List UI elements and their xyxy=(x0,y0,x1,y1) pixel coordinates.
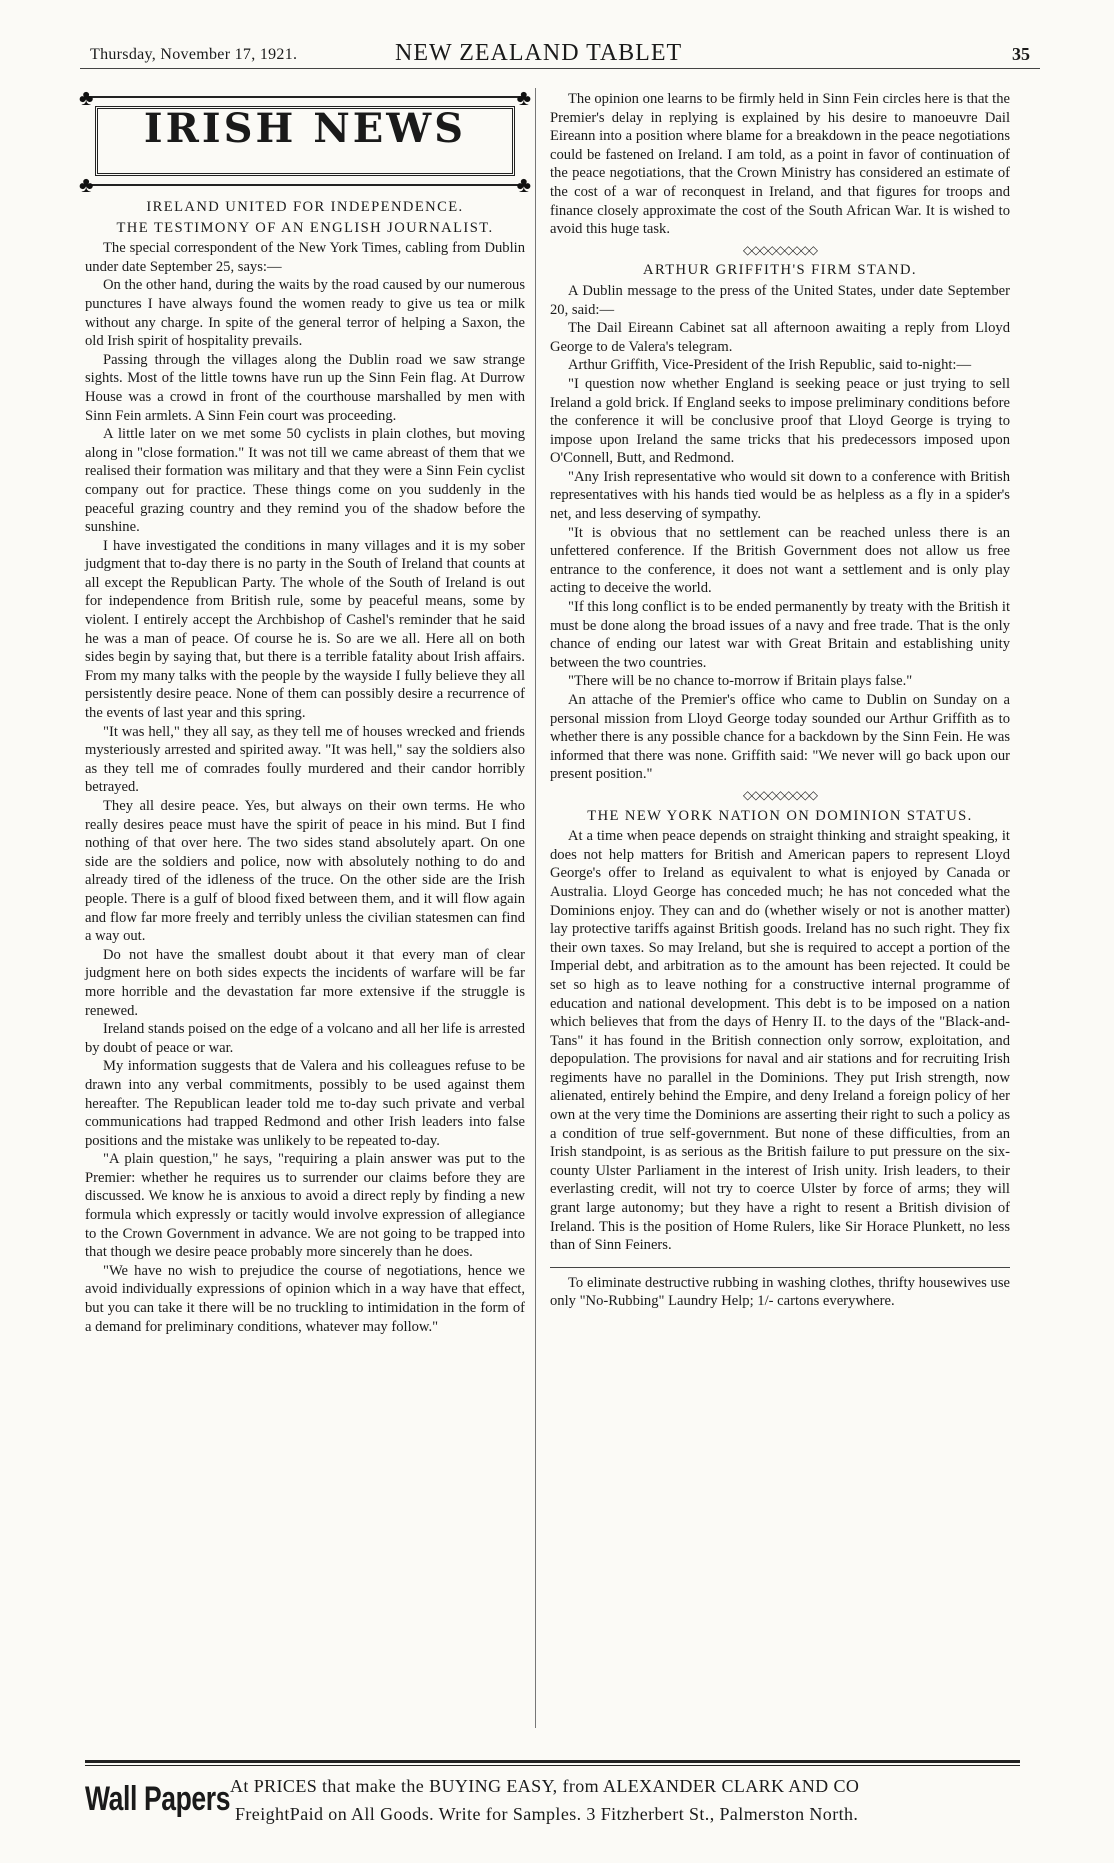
advert-brand: Wall Papers xyxy=(85,1780,231,1818)
advert-note: To eliminate destructive rubbing in washing clothes, thrifty housewives use only "No-Rubbing" Laundry Help; 1/- cartons everywhere. xyxy=(550,1274,1010,1310)
article-paragraph: An attache of the Premier's office who came to Dublin on Sunday on a personal mission from Lloyd George today sounded our Arthur Griffith as to whether there is any possible chance for a backdown by the Sinn Fein. He was informed that there was none. Griffith said: "We never will go back upon our present position." xyxy=(550,692,1010,783)
advert-rule xyxy=(85,1765,1020,1766)
page-number: 35 xyxy=(1012,44,1030,64)
article-paragraph: Passing through the villages along the Dublin road we saw strange sights. Most of the little towns have run up the Sinn Fein flag. At Durrow House was a crowd in front of the courthouse marshalled by men with Sinn Fein armlets. A Sinn Fein court was proceeding. xyxy=(85,351,525,424)
article-paragraph: Arthur Griffith, Vice-President of the Irish Republic, said to-night:— xyxy=(568,357,972,374)
section-ornament: ◇◇◇◇◇◇◇◇◇ xyxy=(742,242,818,257)
article-headline: IRELAND UNITED FOR INDEPENDENCE. xyxy=(146,199,464,215)
shamrock-icon: ♣ xyxy=(79,85,94,110)
article-paragraph: On the other hand, during the waits by the road caused by our numerous punctures I have always found the women ready to give us tea or milk without any charge. In spite of the general terror of helping a Saxon, the old Irish spirit of hospitality prevails. xyxy=(85,277,525,350)
article-paragraph: A little later on we met some 50 cyclists in plain clothes, but moving along in "close formation." It was not till we came abreast of them that we realised their formation was military and that they were a Sinn Fein cyclist company out for practice. These things come on you suddenly in the peaceful grazing country and they remind you of the shadow before the sunshine. xyxy=(85,426,525,536)
article-paragraph: "We have no wish to prejudice the course of negotiations, hence we avoid individually expressions of opinion which in a way have that effect, but you can take it there will be no truckling to intimidation in the form of a demand for preliminary conditions, whatever may follow." xyxy=(85,1262,525,1335)
article-paragraph: They all desire peace. Yes, but always on their own terms. He who really desires peace must have the spirit of peace in his mind. But I find nothing of that over here. The two sides stand absolutely apart. On one side are the soldiers and police, now with absolutely nothing to do and already tired of the idleness of the truce. On the other side are the Irish people. There is a gulf of blood fixed between them, and it will flow again and flow far more freely and terribly unless the civilian statesmen can find a way out. xyxy=(85,798,525,945)
note-rule xyxy=(550,1267,1010,1268)
wallpaper-advertisement xyxy=(85,1772,1025,1842)
column-divider xyxy=(535,88,536,1728)
shamrock-icon: ♣ xyxy=(79,172,94,197)
article-paragraph: "If this long conflict is to be ended permanently by treaty with the British it must be done along the broad issues of a navy and free trade. That is the only chance of ending our latest war with Great Britain and establishing unity between the two countries. xyxy=(550,599,1010,671)
header-rule xyxy=(80,68,1040,69)
article-paragraph: My information suggests that de Valera and his colleagues refuse to be drawn into any verbal commitments, possibly to be used against them hereafter. The Republican leader told me to-day such private and verbal communications had trapped Redmond and other Irish leaders into false positions and the mistake was unlikely to be repeated to-day. xyxy=(85,1058,525,1149)
shamrock-icon: ♣ xyxy=(516,85,531,110)
banner-rule-bottom xyxy=(85,184,525,186)
article-paragraph: "It was hell," they all say, as they tell me of houses wrecked and friends mysteriously arrested and spirited away. "It was hell," say the soldiers also as they tell me of comrades foully murdered and their candor horribly betrayed. xyxy=(85,723,525,796)
banner-rule-top xyxy=(85,96,525,98)
article-headline: ARTHUR GRIFFITH'S FIRM STAND. xyxy=(643,262,917,279)
article-paragraph: "There will be no chance to-morrow if Britain plays false." xyxy=(568,673,913,690)
advert-line: FreightPaid on All Goods. Write for Samples. 3 Fitzherbert St., Palmerston North. xyxy=(235,1804,859,1824)
issue-date: Thursday, November 17, 1921. xyxy=(90,46,298,63)
advert-line: At PRICES that make the BUYING EASY, from ALEXANDER CLARK AND CO xyxy=(230,1776,860,1796)
article-paragraph: "It is obvious that no settlement can be reached unless there is an unfettered conference. If the British Government does not allow us free entrance to the conference, it does not want a settlement and is only play acting to deceive the world. xyxy=(550,524,1010,597)
page-header xyxy=(90,40,1030,68)
article-paragraph: "I question now whether England is seeking peace or just trying to sell Ireland a gold brick. If England seeks to impose preliminary conditions before the conference it will be conclusive proof that Lloyd George is trying to impose upon Ireland the same tricks that his predecessors imposed upon O'Connell, Butt, and Redmond. xyxy=(550,375,1010,467)
article-paragraph: The opinion one learns to be firmly held in Sinn Fein circles here is that the Premier's delay in replying is explained by his desire to manoeuvre Dail Eireann into a position where blame for a breakdown in the peace negotiations could be fastened on Ireland. I am told, as a point in favor of continuation of the peace negotiations, that the Crown Ministry has considered an estimate of the cost of a war of reconquest in Ireland, and that figures for troops and finance closely approximate the cost of the South African War. It is wished to avoid this huge task. xyxy=(550,91,1010,238)
advert-rule xyxy=(85,1760,1020,1763)
article-headline: THE NEW YORK NATION ON DOMINION STATUS. xyxy=(587,807,973,824)
article-subheadline: THE TESTIMONY OF AN ENGLISH JOURNALIST. xyxy=(116,219,494,236)
article-paragraph: A Dublin message to the press of the United States, under date September 20, said:— xyxy=(550,282,1010,318)
article-paragraph: At a time when peace depends on straight thinking and straight speaking, it does not help matters for British and American papers to represent Lloyd George's offer to Ireland as equivalent to what is enjoyed by Canada or Australia. Lloyd George has conceded much; he has not conceded what the Dominions enjoy. They can and do (whether wisely or not is another matter) lay protective tariffs against British goods. Ireland has no such right. They fix their own taxes. So may Ireland, but she is required to accept a portion of the Imperial debt, and arbitration as to the amount has been rejected. It could be set so high as to leave nothing for a constructive internal programme of education and national development. This debt is to be imposed on a nation which believes that from the days of Henry II. to the days of the "Black-and-Tans" it has found in the British connection only sorrow, exploitation, and depopulation. The provisions for naval and air stations and for recruiting Irish regiments have no parallel in the Dominions. They put Irish strength, now alienated, entirely behind the Empire, and deny Ireland a foreign policy of her own at the very time the Dominions are asserting their right to such a policy as a condition of true self-government. But none of these difficulties, from an Irish standpoint, is as serious as the British failure to put pressure on the six-county Ulster Parliament in the interest of Irish unity. Irish leaders, to their everlasting credit, will not try to coerce Ulster by force of arms; they will grant large autonomy; but they have a right to resent a British division of Ireland. This is the position of Home Rulers, like Sir Horace Plunkett, no less than of Sinn Feiners. xyxy=(550,828,1010,1254)
article-paragraph: I have investigated the conditions in many villages and it is my sober judgment that to-day there is no party in the South of Ireland that counts at all except the Republican Party. The whole of the South of Ireland is out for independence from British rule, some by peaceful means, some by violent. I entirely accept the Archbishop of Cashel's reminder that he said he was a man of peace. Of course he is. So are we all. Here all on both sides begin by saying that, but there is a terrible fatality about Irish affairs. From my many talks with the people by the wayside I fully believe they all persistently desire peace. None of them can possibly desire a recurrence of the events of last year and this spring. xyxy=(85,537,525,722)
irish-news-banner xyxy=(79,85,531,197)
article-paragraph: "Any Irish representative who would sit down to a conference with British representatives with his hands tied would be as helpless as a fly in a spider's net, and less deserving of sympathy. xyxy=(550,468,1010,523)
left-column xyxy=(79,85,531,1336)
section-title: IRISH NEWS xyxy=(143,105,467,152)
right-column xyxy=(550,90,1010,1311)
masthead-title: NEW ZEALAND TABLET xyxy=(395,40,683,66)
shamrock-icon: ♣ xyxy=(516,172,531,197)
section-ornament: ◇◇◇◇◇◇◇◇◇ xyxy=(742,787,818,802)
article-paragraph: The special correspondent of the New York Times, cabling from Dublin under date September 25, says:— xyxy=(85,240,525,275)
article-paragraph: "A plain question," he says, "requiring a plain answer was put to the Premier: whether he requires us to surrender our claims before they are discussed. We know he is anxious to avoid a direct reply by finding a new formula which expressly or tacitly would involve expression of allegiance to the Crown Government in advance. We are not going to be trapped into that though we desire peace probably more sincerely than he does. xyxy=(85,1151,525,1261)
article-paragraph: Do not have the smallest doubt about it that every man of clear judgment here on both sides expects the incidents of warfare will be far more horrible and the devastation far more extensive if the struggle is renewed. xyxy=(85,946,525,1019)
article-paragraph: The Dail Eireann Cabinet sat all afternoon awaiting a reply from Lloyd George to de Valera's telegram. xyxy=(550,320,1010,355)
article-paragraph: Ireland stands poised on the edge of a volcano and all her life is arrested by doubt of peace or war. xyxy=(85,1021,525,1056)
